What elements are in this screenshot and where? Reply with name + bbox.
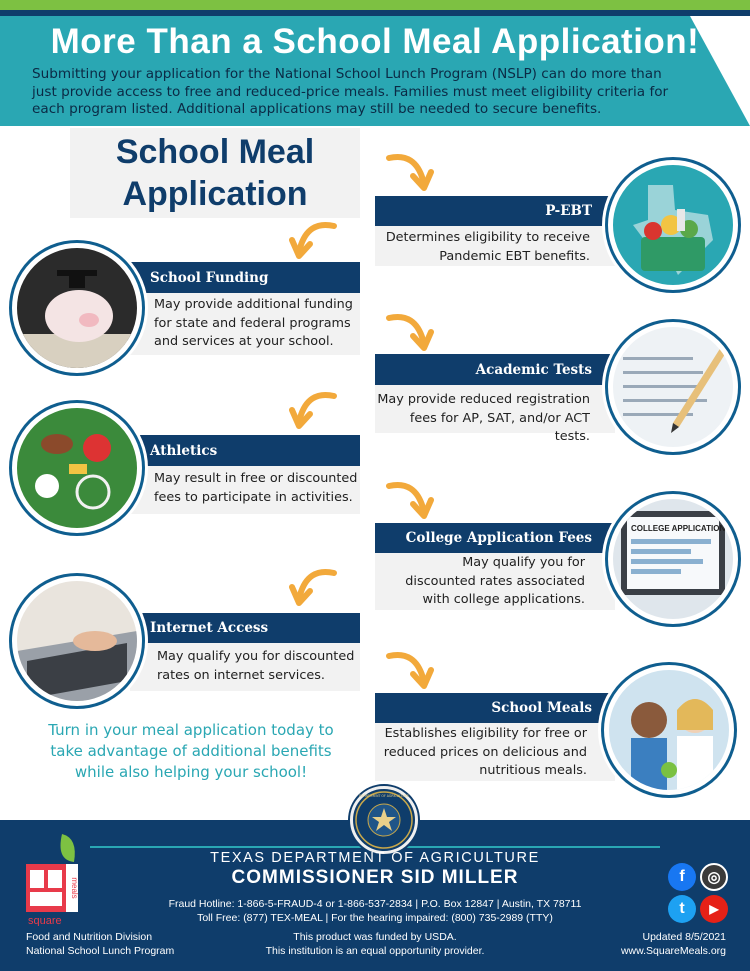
division-info: Food and Nutrition Division National School Lunch Program: [26, 931, 175, 957]
card-title: Athletics: [150, 442, 218, 459]
call-to-action: Turn in your meal application today to take advantage of additional benefits while also helping your school!: [48, 721, 334, 781]
card-title-bar: [110, 435, 360, 466]
arrow-right-icon: [385, 648, 435, 690]
card-title: School Funding: [150, 269, 269, 286]
commissioner-name: COMMISSIONER SID MILLER: [231, 867, 519, 888]
logo-square-text: square: [28, 915, 62, 926]
texas-agriculture-seal-icon: [350, 786, 418, 854]
youtube-icon[interactable]: ▶: [700, 895, 728, 923]
usda-statement: This product was funded by USDA. This institution is an equal opportunity provider.: [265, 931, 485, 957]
card-description: May result in free or discounted fees to participate in activities.: [154, 471, 358, 505]
texas-groceries-image: [608, 160, 738, 290]
test-sheet-image: [608, 322, 738, 452]
title-line-1: School Meal: [115, 133, 315, 171]
card-title-bar: [375, 523, 630, 553]
arrow-left-icon: [288, 388, 338, 430]
title-block-text: [70, 131, 360, 215]
card-title-bar: [375, 693, 630, 723]
arrow-right-icon: [385, 150, 435, 192]
card-description: May provide reduced registration fees for AP, SAT, and/or ACT tests.: [377, 392, 590, 444]
card-title-bar: [110, 262, 360, 293]
seal-text: DEPARTMENT OF AGRICULTURE: [359, 794, 409, 798]
card-title: School Meals: [491, 700, 592, 716]
card-title-bar: [110, 613, 360, 643]
students-eating-image: [604, 665, 734, 795]
card-description: May provide additional funding for state and federal programs and services at your school.: [154, 297, 353, 349]
college-application-laptop-image: [608, 494, 738, 624]
twitter-icon[interactable]: t: [668, 895, 696, 923]
card-title: Internet Access: [150, 620, 269, 636]
square-meals-logo: [26, 834, 82, 926]
arrow-left-icon: [288, 218, 338, 260]
instagram-icon[interactable]: ◎: [700, 863, 728, 891]
card-description: May qualify you for discounted rates on internet services.: [157, 649, 355, 683]
title-line-2: Application: [122, 175, 308, 213]
website-link[interactable]: www.SquareMeals.org: [620, 945, 726, 957]
facebook-icon[interactable]: f: [668, 863, 696, 891]
arrow-right-icon: [385, 478, 435, 520]
contact-info: Fraud Hotline: 1-866-5-FRAUD-4 or 1-866-537-2834 | P.O. Box 12847 | Austin, TX 78711 Toll Free: (877) TEX-MEAL | For the hearing impaired: (800) 735-2989 (TTY): [168, 898, 582, 924]
top-green-stripe: [0, 0, 750, 10]
laptop-typing-image: [12, 576, 142, 706]
logo-meals-text: meals: [70, 877, 79, 899]
card-title: Academic Tests: [475, 361, 592, 378]
card-title-bar: [375, 354, 630, 385]
card-title: P-EBT: [545, 203, 592, 219]
card-description: Determines eligibility to receive Pandemic EBT benefits.: [385, 230, 590, 264]
arrow-right-icon: [385, 310, 435, 352]
card-title-bar: [375, 196, 630, 226]
department-name: TEXAS DEPARTMENT OF AGRICULTURE: [210, 850, 540, 866]
header-description: Submitting your application for the National School Lunch Program (NSLP) can do more than just provide access to free and reduced-price meals. Families must meet eligibility criteria for each program listed. Additional applications may still be needed to secure benefits.: [32, 66, 669, 117]
card-title: College Application Fees: [405, 530, 592, 546]
college-application-screen-text: COLLEGE APPLICATION: [631, 524, 726, 533]
card-description: Establishes eligibility for free or reduced prices on delicious and nutritious meals.: [383, 726, 587, 778]
update-info: Updated 8/5/2021 www.SquareMeals.org: [560, 930, 726, 958]
piggy-bank-image: [12, 243, 142, 373]
page-title: More Than a School Meal Application!: [50, 22, 700, 61]
card-description: May qualify you for discounted rates associated with college applications.: [405, 555, 585, 607]
sports-equipment-image: [12, 403, 142, 533]
arrow-left-icon: [288, 565, 338, 607]
